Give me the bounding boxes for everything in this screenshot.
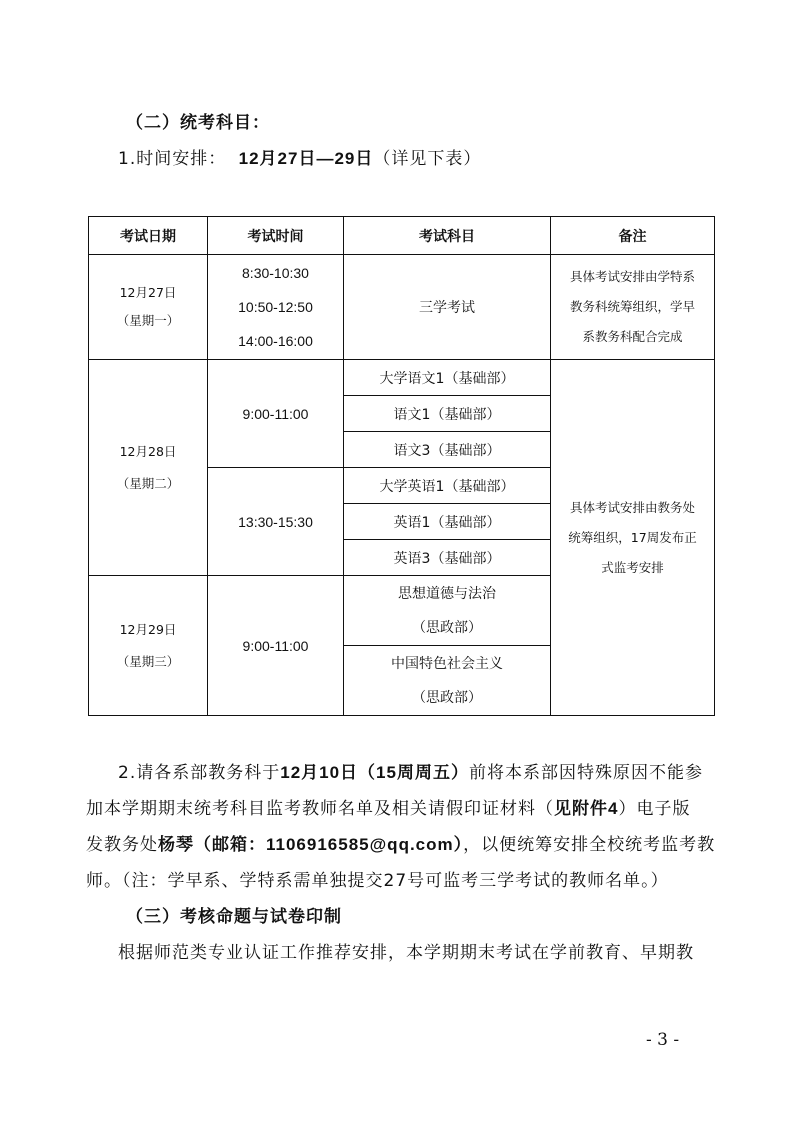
para2-attachment-ref: 见附件4	[554, 799, 619, 818]
schedule-label: 1.时间安排：	[118, 149, 227, 169]
schedule-dates: 12月27日—29日	[238, 149, 374, 168]
day3-subject-1-cell	[344, 576, 551, 646]
day3-subject-1-line-1: 思想道德与法治	[398, 585, 496, 602]
header-exam-date: 考试日期	[89, 217, 208, 255]
para2-line1-text-c: 前将本系部因特殊原因不能参	[468, 763, 703, 783]
table-row-day1	[89, 255, 715, 360]
para2-line2-text-c: ）电子版	[618, 799, 691, 819]
day1-time-3: 14:00-16:00	[238, 333, 313, 349]
day3-subject-2-cell	[344, 646, 551, 716]
day23-remark-line-3: 式监考安排	[601, 559, 664, 575]
day1-subject: 三学考试	[344, 255, 551, 360]
exam-schedule-table	[88, 216, 715, 716]
header-remark: 备注	[551, 217, 715, 255]
section2-heading: （二）统考科目：	[126, 113, 270, 133]
day1-remark-cell	[551, 255, 715, 360]
section3-heading: （三）考核命题与试卷印制	[126, 907, 342, 927]
para2-line3-text-a: 发教务处	[86, 835, 158, 855]
table-row-day2-1	[89, 360, 715, 396]
day2-slot1-subject-1: 大学语文1（基础部）	[344, 360, 551, 396]
day2-slot2-subject-2: 英语1（基础部）	[344, 504, 551, 540]
day23-remark-cell	[551, 360, 715, 716]
day2-weekday: （星期二）	[116, 475, 180, 491]
schedule-line	[118, 144, 481, 169]
day2-date: 12月28日	[119, 443, 177, 459]
day3-subject-2-line-1: 中国特色社会主义	[391, 655, 503, 672]
day23-remark-line-1: 具体考试安排由教务处	[569, 499, 695, 515]
day3-time: 9:00-11:00	[208, 576, 344, 716]
day2-slot2-subject-1: 大学英语1（基础部）	[344, 468, 551, 504]
table-header-row	[89, 217, 715, 255]
day2-slot1-subject-3: 语文3（基础部）	[344, 432, 551, 468]
para2-deadline: 12月10日（15周周五）	[280, 763, 469, 782]
day1-date-cell	[89, 255, 208, 360]
para2-line-1	[118, 758, 703, 783]
day23-remark-line-2: 统筹组织，17周发布正	[568, 529, 697, 545]
para3-line-1: 根据师范类专业认证工作推荐安排，本学期期末考试在学前教育、早期教	[118, 943, 694, 963]
day1-date: 12月27日	[119, 285, 177, 300]
day2-slot1-time: 9:00-11:00	[208, 360, 344, 468]
day2-slot2-subject-3: 英语3（基础部）	[344, 540, 551, 576]
day1-time-1: 8:30-10:30	[242, 265, 309, 281]
page-number: - 3 -	[646, 1030, 680, 1050]
day1-remark-line-3: 系教务科配合完成	[582, 329, 683, 344]
day1-remark-line-2: 教务科统筹组织，学早	[569, 299, 695, 314]
day1-remark-line-1: 具体考试安排由学特系	[569, 269, 695, 284]
header-exam-time: 考试时间	[208, 217, 344, 255]
day2-date-cell	[89, 360, 208, 576]
day3-weekday: （星期三）	[116, 653, 180, 669]
day1-times-cell	[208, 255, 344, 360]
day2-slot1-subject-2: 语文1（基础部）	[344, 396, 551, 432]
day1-time-2: 10:50-12:50	[238, 299, 313, 315]
day1-weekday: （星期一）	[116, 313, 180, 328]
day2-slot2-time: 13:30-15:30	[208, 468, 344, 576]
para2-line-2	[86, 794, 690, 819]
header-exam-subject: 考试科目	[344, 217, 551, 255]
day3-date-cell	[89, 576, 208, 716]
para2-line1-text-a: 2.请各系部教务科于	[118, 763, 281, 783]
para2-line3-text-c: ，以便统筹安排全校统考监考教	[463, 835, 716, 855]
day3-subject-2-line-2: （思政部）	[412, 689, 482, 706]
day3-date: 12月29日	[119, 621, 177, 637]
schedule-note: （详见下表）	[373, 149, 482, 169]
para2-contact-email[interactable]: 杨琴（邮箱：1106916585@qq.com）	[158, 835, 464, 854]
para2-line2-text-a: 加本学期期末统考科目监考教师名单及相关请假印证材料（	[86, 799, 554, 819]
para2-line-4: 师。（注：学早系、学特系需单独提交27号可监考三学考试的教师名单。）	[86, 871, 669, 891]
para2-line-3	[86, 830, 715, 855]
day3-subject-1-line-2: （思政部）	[412, 619, 482, 636]
